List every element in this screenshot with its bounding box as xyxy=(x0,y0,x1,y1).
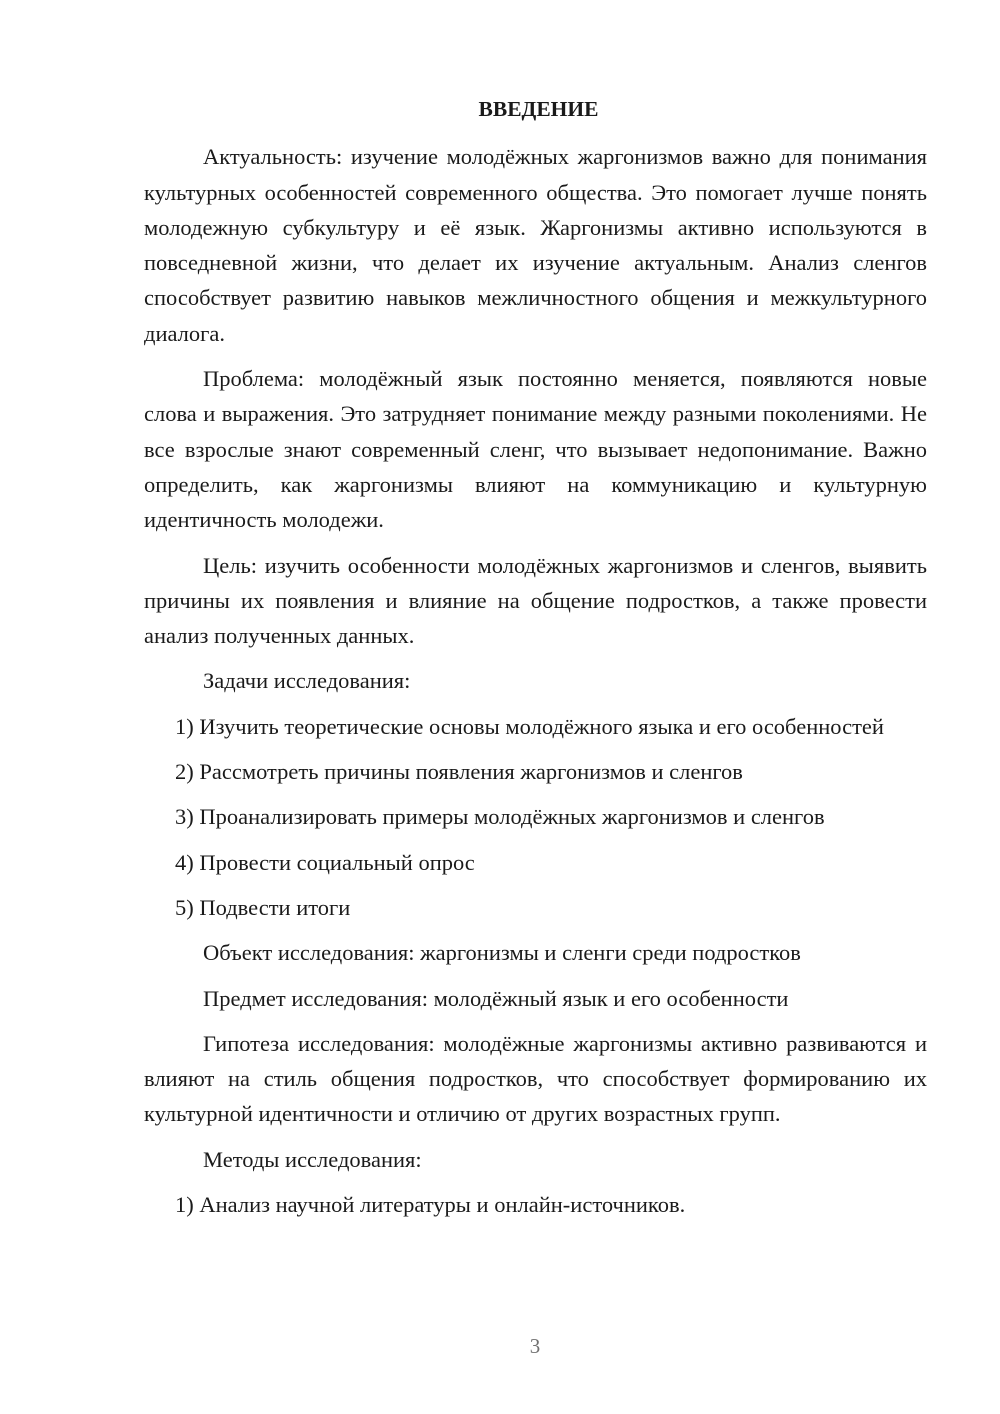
task-item: 1) Изучить теоретические основы молодёжного языка и его особенностей xyxy=(175,713,884,739)
hypothesis-paragraph: Гипотеза исследования: молодёжные жаргонизмы активно развиваются и влияют на стиль общения подростков, что способствует формированию их культурной идентичности и отличию от других возрастных групп. xyxy=(144,1030,927,1127)
page-title: ВВЕДЕНИЕ xyxy=(478,97,599,121)
method-item: 1) Анализ научной литературы и онлайн-источников. xyxy=(175,1192,686,1218)
task-item: 4) Провести социальный опрос xyxy=(175,849,475,875)
goal-paragraph: Цель: изучить особенности молодёжных жаргонизмов и сленгов, выявить причины их появления и влияние на общение подростков, а также провести анализ полученных данных. xyxy=(144,552,927,649)
methods-heading: Методы исследования: xyxy=(203,1146,422,1172)
task-item: 2) Рассмотреть причины появления жаргонизмов и сленгов xyxy=(175,759,743,785)
tasks-heading: Задачи исследования: xyxy=(203,668,411,694)
task-item: 5) Подвести итоги xyxy=(175,894,351,920)
problem-paragraph: Проблема: молодёжный язык постоянно меняется, появляются новые слова и выражения. Это затрудняет понимание между разными поколениями. Не все взрослые знают современный сленг, что вызывает недопонимание. Важно определить, как жаргонизмы влияют на коммуникацию и культурную идентичность молодежи. xyxy=(144,366,927,533)
page-content xyxy=(144,92,927,1232)
task-item: 3) Проанализировать примеры молодёжных жаргонизмов и сленгов xyxy=(175,804,825,830)
subject-paragraph: Предмет исследования: молодёжный язык и его особенности xyxy=(203,985,789,1011)
page-number: 3 xyxy=(529,1334,541,1358)
relevance-paragraph: Актуальность: изучение молодёжных жаргонизмов важно для понимания культурных особенностей современного общества. Это помогает лучше понять молодежную субкультуру и её язык. Жаргонизмы активно используются в повседневной жизни, что делает их изучение актуальным. Анализ сленгов способствует развитию навыков межличностного общения и межкультурного диалога. xyxy=(144,144,927,346)
object-paragraph: Объект исследования: жаргонизмы и сленги среди подростков xyxy=(203,940,801,966)
